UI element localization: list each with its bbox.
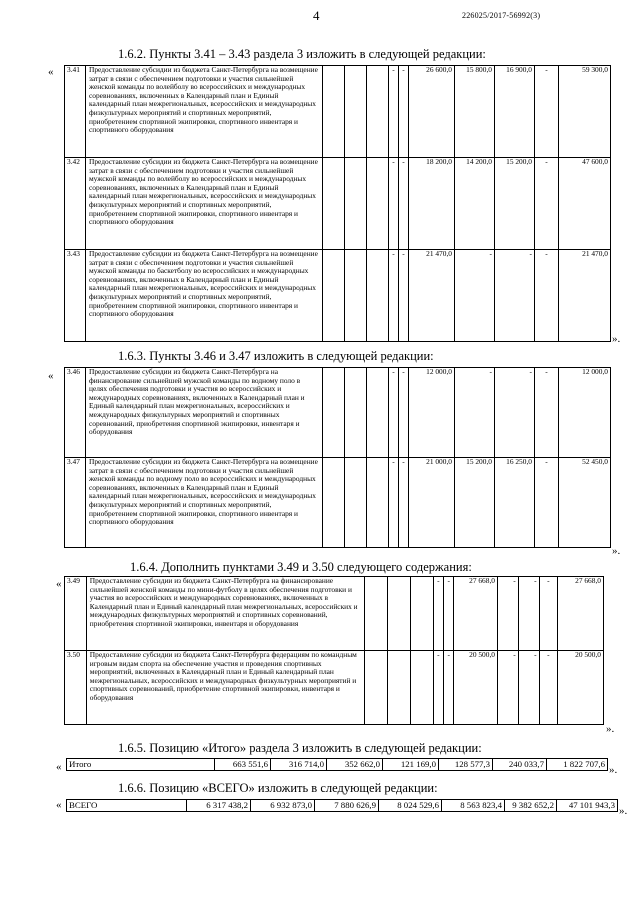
item-value: - xyxy=(535,66,559,158)
item-description: Предоставление субсидии из бюджета Санкт-Петербурга на финансирование сильнейшей женской команды по мини-футболу в целях обеспечения подготовки и участия во всероссийских и международных соревнованиях, включенных в Календарный план и Единый календарный план межрегиональных, всероссийских и международных физкультурных мероприятий и спортивных соревнований, приобретения спортивной экипировки, инвентаря и оборудования xyxy=(86,577,364,651)
empty-cell xyxy=(345,458,367,548)
item-description: Предоставление субсидии из бюджета Санкт-Петербурга на финансирование сильнейшей мужской команды по водному поло в целях обеспечения подготовки и участия во всероссийских и международных соревнованиях, включенных в Календарный план и Единый календарный план межрегиональных, всероссийских и международных физкультурных мероприятий и спортивных соревнований, приобретения спортивной экипировки, инвентаря и оборудования xyxy=(86,368,323,458)
table-row xyxy=(65,250,611,342)
vsego-value: 6 317 438,2 xyxy=(187,800,251,812)
item-value: 16 900,0 xyxy=(495,66,535,158)
item-value: - xyxy=(433,651,443,725)
item-value: - xyxy=(535,158,559,250)
open-quote: « xyxy=(56,799,62,811)
item-total: 52 450,0 xyxy=(559,458,611,548)
item-total: 59 300,0 xyxy=(559,66,611,158)
vsego-row xyxy=(67,800,618,812)
empty-cell xyxy=(323,250,345,342)
table-items-3-41-3-43 xyxy=(64,65,611,342)
item-number: 3.43 xyxy=(65,250,86,342)
heading-1-6-4: 1.6.4. Дополнить пунктами 3.49 и 3.50 следующего содержания: xyxy=(130,560,472,574)
item-description: Предоставление субсидии из бюджета Санкт-Петербурга федерациям по командным игровым видам спорта на обеспечение участия и проведения спортивных мероприятий, включенных в Календарный план и Единый календарный план межрегиональных, всероссийских и международных физкультурных мероприятий и спортивных соревнований, приобретение спортивной экипировки, инвентаря и оборудования xyxy=(86,651,364,725)
table-items-3-49-3-50 xyxy=(64,576,604,725)
item-total: 27 668,0 xyxy=(558,577,604,651)
item-value: 15 800,0 xyxy=(455,66,495,158)
item-value: - xyxy=(498,651,519,725)
table-row xyxy=(65,66,611,158)
item-total: 20 500,0 xyxy=(558,651,604,725)
vsego-value: 8 024 529,6 xyxy=(379,800,442,812)
item-value: - xyxy=(389,250,399,342)
empty-cell xyxy=(387,577,410,651)
document-id: 226025/2017-56992(3) xyxy=(462,11,541,20)
item-value: - xyxy=(455,368,495,458)
item-total: 21 470,0 xyxy=(559,250,611,342)
item-value: - xyxy=(535,368,559,458)
table-row xyxy=(65,368,611,458)
empty-cell xyxy=(323,458,345,548)
item-value: 21 000,0 xyxy=(409,458,455,548)
item-description: Предоставление субсидии из бюджета Санкт-Петербурга на возмещение затрат в связи с обеспечением подготовки и участия сильнейшей женской команды по волейболу во всероссийских и международных соревнованиях, включенных в Календарный план и Единый календарный план межрегиональных, всероссийских и международных физкультурных мероприятий и спортивных мероприятий, приобретением спортивной экипировки, спортивного инвентаря и спортивного оборудования xyxy=(86,66,323,158)
empty-cell xyxy=(323,368,345,458)
empty-cell xyxy=(323,158,345,250)
item-value: 16 250,0 xyxy=(495,458,535,548)
empty-cell xyxy=(410,651,433,725)
table-row xyxy=(65,651,604,725)
empty-cell xyxy=(365,577,388,651)
item-value: - xyxy=(399,250,409,342)
item-total: 12 000,0 xyxy=(559,368,611,458)
item-value: 12 000,0 xyxy=(409,368,455,458)
heading-1-6-3: 1.6.3. Пункты 3.46 и 3.47 изложить в следующей редакции: xyxy=(118,349,434,363)
item-value: - xyxy=(518,577,539,651)
vsego-label: ВСЕГО xyxy=(67,800,187,812)
table-row xyxy=(65,458,611,548)
empty-cell xyxy=(387,651,410,725)
table-row xyxy=(65,577,604,651)
item-number: 3.47 xyxy=(65,458,86,548)
item-description: Предоставление субсидии из бюджета Санкт-Петербурга на возмещение затрат в связи с обеспечением подготовки и участия сильнейшей женской команды по водному поло во всероссийских и международных соревнованиях, включенных в Календарный план и Единый календарный план межрегиональных, всероссийских и международных физкультурных мероприятий и спортивных мероприятий, приобретением спортивной экипировки, спортивного инвентаря и спортивного оборудования xyxy=(86,458,323,548)
item-value: - xyxy=(495,368,535,458)
empty-cell xyxy=(367,66,389,158)
item-number: 3.42 xyxy=(65,158,86,250)
heading-1-6-6: 1.6.6. Позицию «ВСЕГО» изложить в следующей редакции: xyxy=(118,781,438,795)
itogo-value: 316 714,0 xyxy=(271,759,327,771)
item-value: - xyxy=(535,250,559,342)
item-value: 20 500,0 xyxy=(454,651,498,725)
item-value: - xyxy=(535,458,559,548)
itogo-value: 128 577,3 xyxy=(439,759,493,771)
open-quote: « xyxy=(48,66,54,78)
item-value: 27 668,0 xyxy=(454,577,498,651)
item-value: 14 200,0 xyxy=(455,158,495,250)
item-value: - xyxy=(495,250,535,342)
item-value: - xyxy=(399,66,409,158)
vsego-value: 8 563 823,4 xyxy=(442,800,505,812)
item-description: Предоставление субсидии из бюджета Санкт-Петербурга на возмещение затрат в связи с обеспечением подготовки и участия сильнейшей мужской команды по волейболу во всероссийских и международных соревнованиях, включенных в Календарный план и Единый календарный план межрегиональных, всероссийских и международных физкультурных мероприятий и спортивных мероприятий, приобретением спортивной экипировки, спортивного инвентаря и спортивного оборудования xyxy=(86,158,323,250)
close-quote: ». xyxy=(612,545,621,557)
item-number: 3.50 xyxy=(65,651,87,725)
item-value: - xyxy=(539,577,558,651)
itogo-row-table xyxy=(66,758,608,771)
item-value: - xyxy=(389,158,399,250)
open-quote: « xyxy=(56,761,62,773)
item-value: - xyxy=(518,651,539,725)
item-value: 15 200,0 xyxy=(455,458,495,548)
vsego-row-table xyxy=(66,799,618,812)
item-number: 3.49 xyxy=(65,577,87,651)
itogo-total: 1 822 707,6 xyxy=(547,759,608,771)
item-value: 21 470,0 xyxy=(409,250,455,342)
vsego-total: 47 101 943,3 xyxy=(557,800,618,812)
item-value: - xyxy=(444,577,454,651)
item-value: - xyxy=(498,577,519,651)
item-value: 18 200,0 xyxy=(409,158,455,250)
empty-cell xyxy=(345,158,367,250)
empty-cell xyxy=(367,368,389,458)
open-quote: « xyxy=(56,578,62,590)
close-quote: ». xyxy=(619,805,628,817)
vsego-value: 6 932 873,0 xyxy=(251,800,315,812)
empty-cell xyxy=(410,577,433,651)
item-value: - xyxy=(399,458,409,548)
empty-cell xyxy=(365,651,388,725)
itogo-value: 352 662,0 xyxy=(327,759,383,771)
itogo-row xyxy=(67,759,608,771)
item-value: - xyxy=(399,368,409,458)
close-quote: ». xyxy=(609,764,618,776)
item-value: - xyxy=(444,651,454,725)
item-value: 26 600,0 xyxy=(409,66,455,158)
itogo-value: 240 033,7 xyxy=(493,759,547,771)
heading-1-6-2: 1.6.2. Пункты 3.41 – 3.43 раздела 3 изложить в следующей редакции: xyxy=(118,47,486,61)
item-value: - xyxy=(433,577,443,651)
table-row xyxy=(65,158,611,250)
itogo-value: 121 169,0 xyxy=(383,759,439,771)
item-total: 47 600,0 xyxy=(559,158,611,250)
empty-cell xyxy=(367,458,389,548)
item-value: - xyxy=(389,458,399,548)
empty-cell xyxy=(323,66,345,158)
open-quote: « xyxy=(48,370,54,382)
item-value: - xyxy=(455,250,495,342)
empty-cell xyxy=(345,66,367,158)
close-quote: ». xyxy=(612,333,621,345)
item-value: - xyxy=(389,368,399,458)
empty-cell xyxy=(345,368,367,458)
item-description: Предоставление субсидии из бюджета Санкт-Петербурга на возмещение затрат в связи с обеспечением подготовки и участия сильнейшей мужской команды по баскетболу во всероссийских и международных соревнованиях, включенных в Календарный план и Единый календарный план межрегиональных, всероссийских и международных физкультурных мероприятий и спортивных мероприятий, приобретением спортивной экипировки, спортивного инвентаря и спортивного оборудования xyxy=(86,250,323,342)
item-value: - xyxy=(539,651,558,725)
item-value: - xyxy=(389,66,399,158)
vsego-value: 9 382 652,2 xyxy=(505,800,557,812)
vsego-value: 7 880 626,9 xyxy=(315,800,379,812)
item-number: 3.46 xyxy=(65,368,86,458)
itogo-label: Итого xyxy=(67,759,215,771)
itogo-value: 663 551,6 xyxy=(215,759,271,771)
heading-1-6-5: 1.6.5. Позицию «Итого» раздела 3 изложить в следующей редакции: xyxy=(118,741,482,755)
table-items-3-46-3-47 xyxy=(64,367,611,548)
item-value: - xyxy=(399,158,409,250)
empty-cell xyxy=(367,250,389,342)
item-value: 15 200,0 xyxy=(495,158,535,250)
close-quote: ». xyxy=(606,723,615,735)
page-number: 4 xyxy=(313,8,320,23)
empty-cell xyxy=(345,250,367,342)
item-number: 3.41 xyxy=(65,66,86,158)
empty-cell xyxy=(367,158,389,250)
